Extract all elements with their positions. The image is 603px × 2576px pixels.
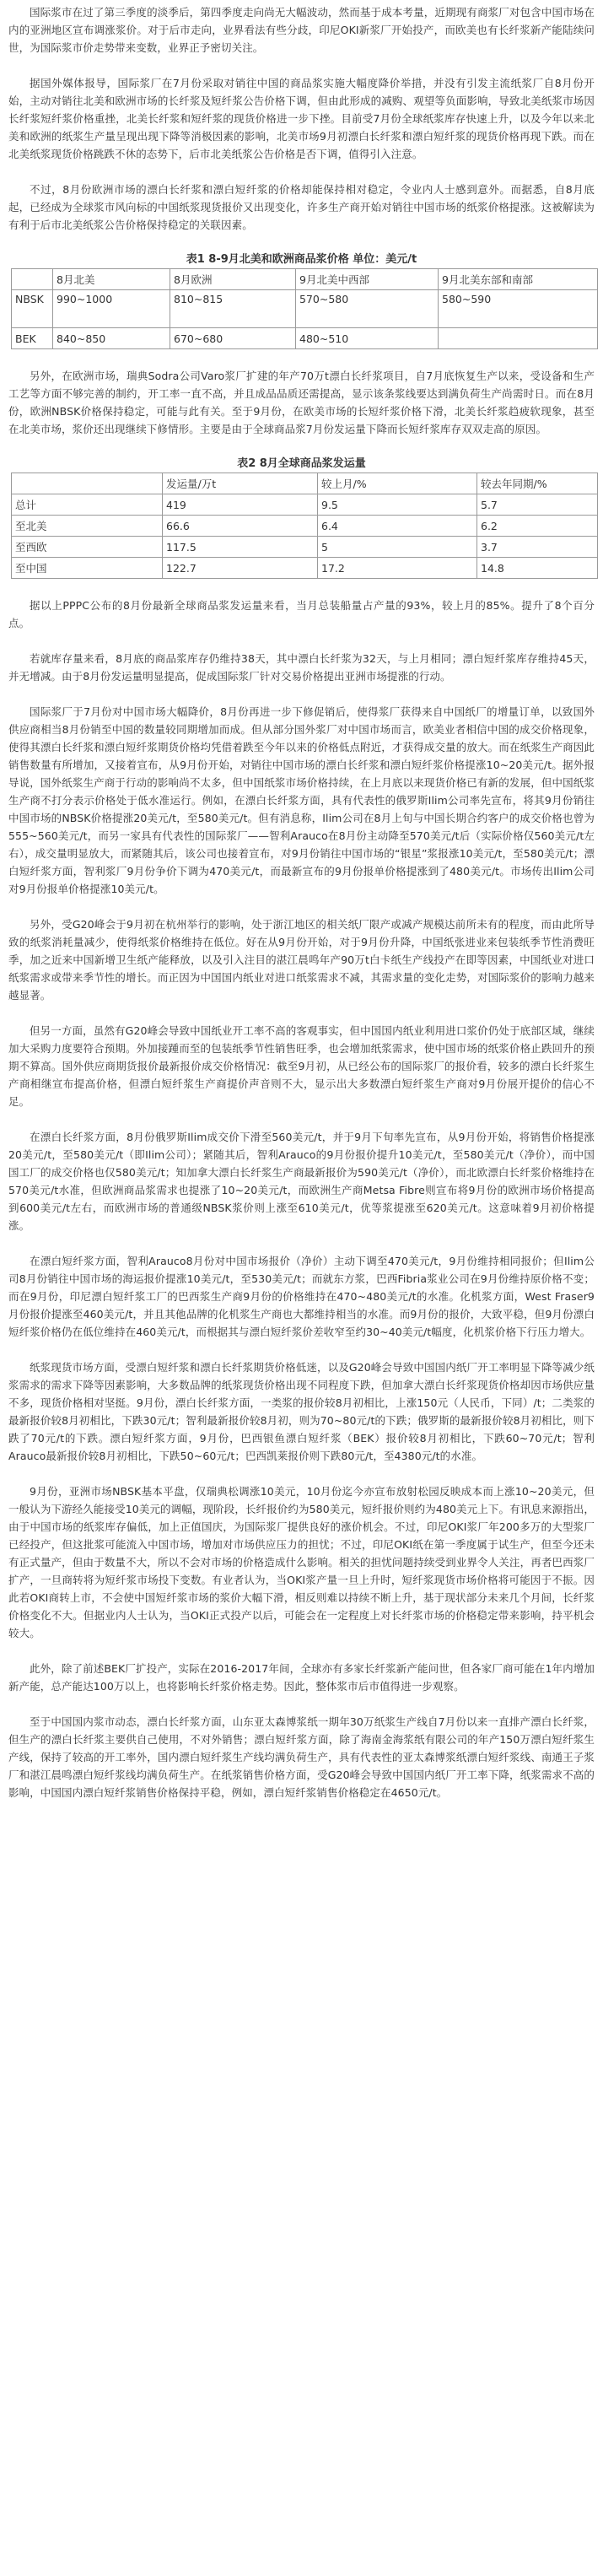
table-header-row [12,473,598,494]
table-row [12,516,598,537]
table-cell: 至北美 [12,516,163,537]
table-cell: NBSK [12,290,53,328]
table-row [12,328,598,349]
paragraph: 在漂白短纤浆方面，智利Arauco8月份对中国市场报价（净价）主动下调至470美元/t，9月份维持相同报价；但Ilim公司8月份销往中国市场的海运报价提涨10美元/t，至530美元/t；而就东方浆，巴西Fibria浆业公司在9月份维持原价格不变；而在9月份，印尼漂白短纤浆工厂的巴西浆生产商9月份的价格维持在470~480美元/t的水准。化机浆方面，West Fraser9月份报价提涨至460美元/t，并且其他品牌的化机浆生产商也大都维持相当的水准。而9月份的报价，大致平稳，但9月份漂白短纤浆价格仍在低位维持在460美元/t，而根据其与漂白短纤浆价差收窄至约30~40美元/t幅度，化机浆价格下行压力增大。 [8,1255,595,1338]
table-cell: 840~850 [53,328,170,349]
table-cell: 570~580 [296,290,439,328]
table-header-row [12,269,598,290]
table-cell: 990~1000 [53,290,170,328]
paragraph: 在漂白长纤浆方面，8月份俄罗斯Ilim成交价下滑至560美元/t，并于9月下旬率先宣布，从9月份开始，将销售价格提涨20美元/t，至580美元/t（即Ilim公司）；紧随其后，智利Arauco的9月份报价提升10美元/t，至580美元/t（净价），而中国国工厂的成交价格也仅580美元/t；知加拿大漂白长纤浆生产商最新报价为590美元/t（净价），而北欧漂白长纤浆价格维持在570美元/t水准，但欧洲商品浆需求也提涨了10~20美元/t，而欧洲生产商Metsa Fibre则宣布将9月份的欧洲市场价格提高到600美元/t左右，而欧洲市场的普通级NBSK浆价则上涨至610美元/t，优等浆提涨至620美元/t。这意味着9月初价格提涨。 [8,1131,595,1232]
table-row [12,537,598,558]
table-cell: 较去年同期/% [477,473,598,494]
table-cell: 9.5 [318,494,477,516]
table-cell: 8月欧洲 [170,269,296,290]
shipment-table [11,473,598,579]
paragraph: 若就库存量来看，8月底的商品浆库存仍维持38天，其中漂白长纤浆为32天，与上月相同；漂白短纤浆库存维持45天，并无增减。由于8月份发运量明显提高，促成国际浆厂针对交易价格提出亚洲市场提涨的行动。 [8,652,595,683]
table-cell: 580~590 [439,290,598,328]
table-cell: 14.8 [477,558,598,579]
table-cell: 419 [163,494,318,516]
paragraph: 9月份，亚洲市场NBSK基本平盘，仅瑞典松调涨10美元，10月份迄今亦宣布放射松园反映成本而上涨10~20美元，但一般认为下游经久能接受10美元的调幅，现阶段，长纤报价约为580美元，短纤报价则约为480美元上下。有讯息来源指出，由于中国市场的纸浆库存偏低，加上正值国庆，为国际浆厂提供良好的涨价机会。不过，印尼OKI浆厂年200多万的大型浆厂已经投产，但这批浆可能流入中国市场，增加对市场供应压力的担忧；不过，印尼OKI纸在第一季度属于试生产，但至今还未有正式量产，但由于数量不大，所以不会对市场的价格造成什么影响。相关的担忧问题持续受到业界令人关注，再者巴西浆厂扩产，一旦商转将为短纤浆市场投下变数。有业者认为，当OKI浆产量一旦上升时，短纤浆现货市场价格将可能因于不振。因此若OKI商转上市，不会使中国短纤浆市场的浆价大幅下滑，相反则难以持续不断上升，基于现状部分未来几个月间，长纤浆价格变化不大。但据业内人士认为，当OKI正式投产以后，可能会在一定程度上对长纤浆市场的价格稳定带来影响，持平机会较大。 [8,1485,595,1639]
paragraph: 据国外媒体报导，国际浆厂在7月份采取对销往中国的商品浆实施大幅度降价举措，并没有引发主流纸浆厂自8月份开始，主动对销往北美和欧洲市场的长纤浆及短纤浆公告价格下调，但由此形成的减购、观望等负面影响，导致北美纸浆市场因长纤浆短纤浆价格重挫，北美长纤浆和短纤浆的现货价格进一步下挫。目前受7月份全球纸浆库存快速上升，以及今年以来北美和欧洲的纸浆生产量呈现出现下降等消极因素的影响，北美市场9月初漂白长纤浆和漂白短纤浆的现货价格再现下跌。而在北美纸浆现货价格跳跌不休的态势下，后市北美纸浆公告价格是否下调，值得引入注意。 [8,77,595,160]
table-cell: 较上月/% [318,473,477,494]
table-cell: 3.7 [477,537,598,558]
table-cell: 480~510 [296,328,439,349]
table-cell: 5 [318,537,477,558]
paragraph: 另外，在欧洲市场，瑞典Sodra公司Varo浆厂扩建的年产70万t漂白长纤浆项目，自7月底恢复生产以来，受设备和生产工艺等方面不够完善的制约，开工率一直不高，并且成品品质还需提高，显示该条浆线要达到满负荷生产尚需时日。而在8月份，欧洲NBSK价格保持稳定，可能与此有关。至于9月份，在欧美市场的长短纤浆价格下滑，北美长纤浆趋疲软现象，甚至在北美市场，浆价还出现继续下修情形。主要是由于全球商品浆7月份发运量下降而长短纤浆库存双双走高的原因。 [8,370,595,435]
table-cell: 至西欧 [12,537,163,558]
table-cell: 至中国 [12,558,163,579]
table-row [12,558,598,579]
paragraph: 至于中国国内浆市动态，漂白长纤浆方面，山东亚太森博浆纸一期年30万纸浆生产线自7月份以来一直排产漂白长纤浆，但生产的漂白长纤浆主要供自己使用，不对外销售；漂白短纤浆方面，除了海南金海浆纸有限公司的年产150万漂白短纤浆生产线，保持了较高的开工率外，国内漂白短纤浆生产线均满负荷生产，具有代表性的亚太森博浆纸漂白短纤浆线、南通王子浆厂和湛江晨鸣漂白短纤浆线均满负荷生产。在纸浆销售价格方面，受G20峰会导致中国国内纸厂开工率下降，纸浆需求不高的影响，中国国内漂白短纤浆销售价格保持平稳，例如，漂白短纤浆销售价格稳定在4650元/t。 [8,1715,595,1799]
table-1-caption: 表1 8-9月北美和欧洲商品浆价格 单位：美元/t [186,253,417,266]
price-table [11,268,598,349]
table-cell: 117.5 [163,537,318,558]
table-cell: 8月北美 [53,269,170,290]
table-cell: 670~680 [170,328,296,349]
table-cell [12,269,53,290]
paragraph: 纸浆现货市场方面，受漂白短纤浆和漂白长纤浆期货价格低迷，以及G20峰会导致中国国内纸厂开工率明显下降等减少纸浆需求的需求下降等因素影响，大多数品牌的纸浆现货价格出现不同程度下跌，但加拿大漂白长纤浆现货价格却因市场供应量不多，现货价格相对坚挺。9月份，漂白长纤浆方面，一类浆的报价较8月初相比，上涨150元（人民币，下同）/t；二类浆的最新报价较8月初相比，下跌30元/t；智利最新报价较8月初，则为70~80元/t的下跌；俄罗斯的最新报价较8月初相比，则下跌了70元/t的下跌。漂白短纤浆方面，9月份，巴西银鱼漂白短纤浆（BEK）报价较8月初相比，下跌60~70元/t；智利Arauco最新报价较8月初相比，下跌50~60元/t；巴西凯莱报价则下跌80元/t，至4380元/t的水准。 [8,1361,595,1462]
paragraph: 国际浆厂于7月份对中国市场大幅降价，8月份再进一步下修促销后，使得浆厂获得来自中国纸厂的增量订单，以致国外供应商相当8月份销至中国的数量较同期增加而成。但从部分国外浆厂对中国市场而言，欧美业者相信中国的成交价格现象，使得其漂白长纤浆和漂白短纤浆期货价格均凭借着跌至今年以来的价格低点附近，才获得成交量的放大。而在纸浆生产商因此销售数量有所增加，又接着宣布，从9月份开始，对销往中国市场的漂白长纤浆和漂白短纤浆价格提涨10~20美元/t。据外报导说，国外纸浆生产商于行动的影响尚不太多，但中国纸浆市场价格持续，在上月底以来现货价格已有新的发展，但中国纸浆生产商不打分表示价格处于低水准运行。例如，在漂白长纤浆方面，具有代表性的俄罗斯Ilim公司率先宣布，将其9月份销往中国市场的NBSK价格提涨20美元/t，至580美元/t。但有消息称，Ilim公司在8月上旬与中国长期合约客户的成交价格也曾为555~560美元/t，而另一家具有代表性的国际浆厂——智利Arauco在8月份主动降至570美元/t后（实际价格仅560美元/t左右），成交量明显放大，而紧随其后，该公司也接着宣布，对9月份销往中国市场的“银星”浆报涨10美元/t，至580美元/t；漂白短纤浆方面，智利浆厂9月份争价下调为470美元/t，而最新宣布的9月份报单价格提涨到了480美元/t。市场传出Ilim公司对9月份报单价格提涨10美元/t。 [8,705,595,895]
paragraph: 但另一方面，虽然有G20峰会导致中国纸业开工率不高的客观事实，但中国国内纸业利用进口浆价仍处于底部区域，继续加大采购力度要符合预期。外加接踵而至的包装纸季节性销售旺季，也会增加纸浆需求，使中国市场的纸浆价格止跌回升的预期不算高。国外供应商期货报价最新报价成交价格情况：截至9月初，从已经公布的国际浆厂的报价看，较多的漂白长纤浆生产商相继宣布提高价格，但漂白短纤浆生产商提价声音则不大，显示出大多数漂白短纤浆生产商对9月份展开提价的信心不足。 [8,1024,595,1108]
table-cell: 9月北美东部和南部 [439,269,598,290]
table-cell: BEK [12,328,53,349]
table-cell: 810~815 [170,290,296,328]
table-cell: 5.7 [477,494,598,516]
table-row [12,494,598,516]
table-cell: 17.2 [318,558,477,579]
table-2-caption: 表2 8月全球商品浆发运量 [237,457,366,470]
table-row [12,290,598,328]
paragraph: 不过，8月份欧洲市场的漂白长纤浆和漂白短纤浆的价格却能保持相对稳定，令业内人士感到意外。而据悉，自8月底起，已经成为全球浆市风向标的中国纸浆现货报价又出现变化，许多生产商开始对销往中国市场的纸浆价格提涨。这被解读为有利于后市北美纸浆公告价格保持稳定的关联因素。 [8,183,595,231]
table-cell: 发运量/万t [163,473,318,494]
table-cell: 6.2 [477,516,598,537]
table-cell: 总计 [12,494,163,516]
paragraph: 国际浆市在过了第三季度的淡季后，第四季度走向尚无大幅波动，然而基于成本考量，近期现有商浆厂对包含中国市场在内的亚洲地区宣布调涨浆价。对于后市走向，业界看法有些分歧，印尼OKI新浆厂开始投产，而欧美也有长纤浆新产能陆续问世，为国际浆市价走势带来变数，业界正予密切关注。 [8,6,595,54]
table-cell [12,473,163,494]
table-cell: 6.4 [318,516,477,537]
table-cell: 66.6 [163,516,318,537]
paragraph: 据以上PPPC公布的8月份最新全球商品浆发运量来看，当月总装船量占产量的93%，较上月的85%。提升了8个百分点。 [8,599,595,629]
table-cell: 9月北美中西部 [296,269,439,290]
paragraph: 另外，受G20峰会于9月初在杭州举行的影响，处于浙江地区的相关纸厂限产或减产规模达前所未有的程度，而由此所导致的纸浆消耗量减少，使得纸浆价格维持在低位。好在从9月份开始，对于9月份升降，中国纸张进业来包装纸季节性消费旺季，加之近来中国新增卫生纸产能释放，以及引入注目的湛江晨鸣年产90万t白卡纸生产线投产在即等因素，中国纸业对进口纸浆需求或带来季节性的增长。而正因为中国国内纸业对进口纸浆需求不减，其需求量的变化走势，对国际浆价的影响力越来越显著。 [8,918,595,1002]
paragraph: 此外，除了前述BEK厂扩投产，实际在2016-2017年间，全球亦有多家长纤浆新产能问世，但各家厂商可能在1年内增加新产能，总产能达100万以上，也将影响长纤浆价格走势。因此，整体浆市后市值得进一步观察。 [8,1662,595,1693]
table-cell: 122.7 [163,558,318,579]
table-cell [439,328,598,349]
